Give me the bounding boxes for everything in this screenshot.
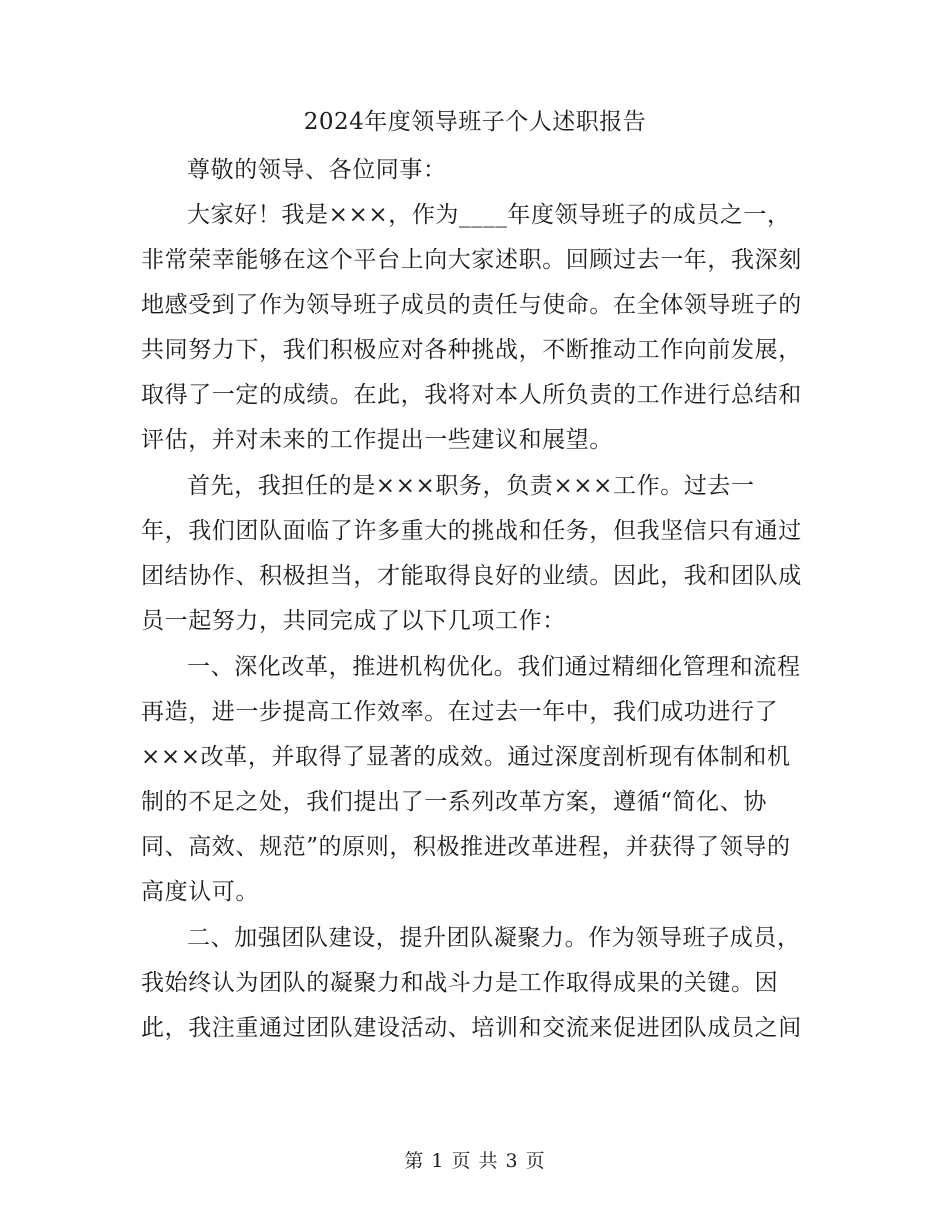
paragraph-line: 首先，我担任的是×××职务，负责×××工作。过去一	[187, 473, 755, 499]
paragraph-line: 再造，进一步提高工作效率。在过去一年中，我们成功进行了	[141, 699, 779, 725]
paragraph-line: 员一起努力，共同完成了以下几项工作：	[141, 608, 566, 634]
paragraph-line: 制的不足之处，我们提出了一系列改革方案，遵循“简化、协	[141, 789, 767, 815]
paragraph-line: 团结协作、积极担当，才能取得良好的业绩。因此，我和团队成	[141, 563, 802, 589]
salutation-line: 尊敬的领导、各位同事：	[187, 157, 447, 183]
paragraph-line: 一、深化改革，推进机构优化。我们通过精细化管理和流程	[187, 654, 801, 680]
paragraph-line: 年，我们团队面临了许多重大的挑战和任务，但我坚信只有通过	[141, 518, 802, 544]
paragraph-line: 高度认可。	[141, 879, 259, 905]
paragraph-line: 同、高效、规范”的原则，积极推进改革进程，并获得了领导的	[141, 834, 791, 860]
paragraph-line: 评估，并对未来的工作提出一些建议和展望。	[141, 427, 613, 453]
paragraph-line: 此，我注重通过团队建设活动、培训和交流来促进团队成员之间	[141, 1015, 802, 1041]
paragraph-line: 二、加强团队建设，提升团队凝聚力。作为领导班子成员，	[187, 925, 801, 951]
paragraph-line: 共同努力下，我们积极应对各种挑战，不断推动工作向前发展，	[141, 337, 802, 363]
paragraph-line: ×××改革，并取得了显著的成效。通过深度剖析现有体制和机	[141, 744, 791, 770]
document-title: 2024年度领导班子个人述职报告	[303, 109, 647, 135]
paragraph-line: 取得了一定的成绩。在此，我将对本人所负责的工作进行总结和	[141, 382, 802, 408]
page-footer: 第 1 页 共 3 页	[404, 1150, 546, 1172]
paragraph-line: 地感受到了作为领导班子成员的责任与使命。在全体领导班子的	[141, 292, 802, 318]
paragraph-line: 大家好！我是×××，作为____年度领导班子的成员之一，	[187, 202, 791, 228]
paragraph-line: 我始终认为团队的凝聚力和战斗力是工作取得成果的关键。因	[141, 970, 779, 996]
paragraph-line: 非常荣幸能够在这个平台上向大家述职。回顾过去一年，我深刻	[141, 247, 802, 273]
